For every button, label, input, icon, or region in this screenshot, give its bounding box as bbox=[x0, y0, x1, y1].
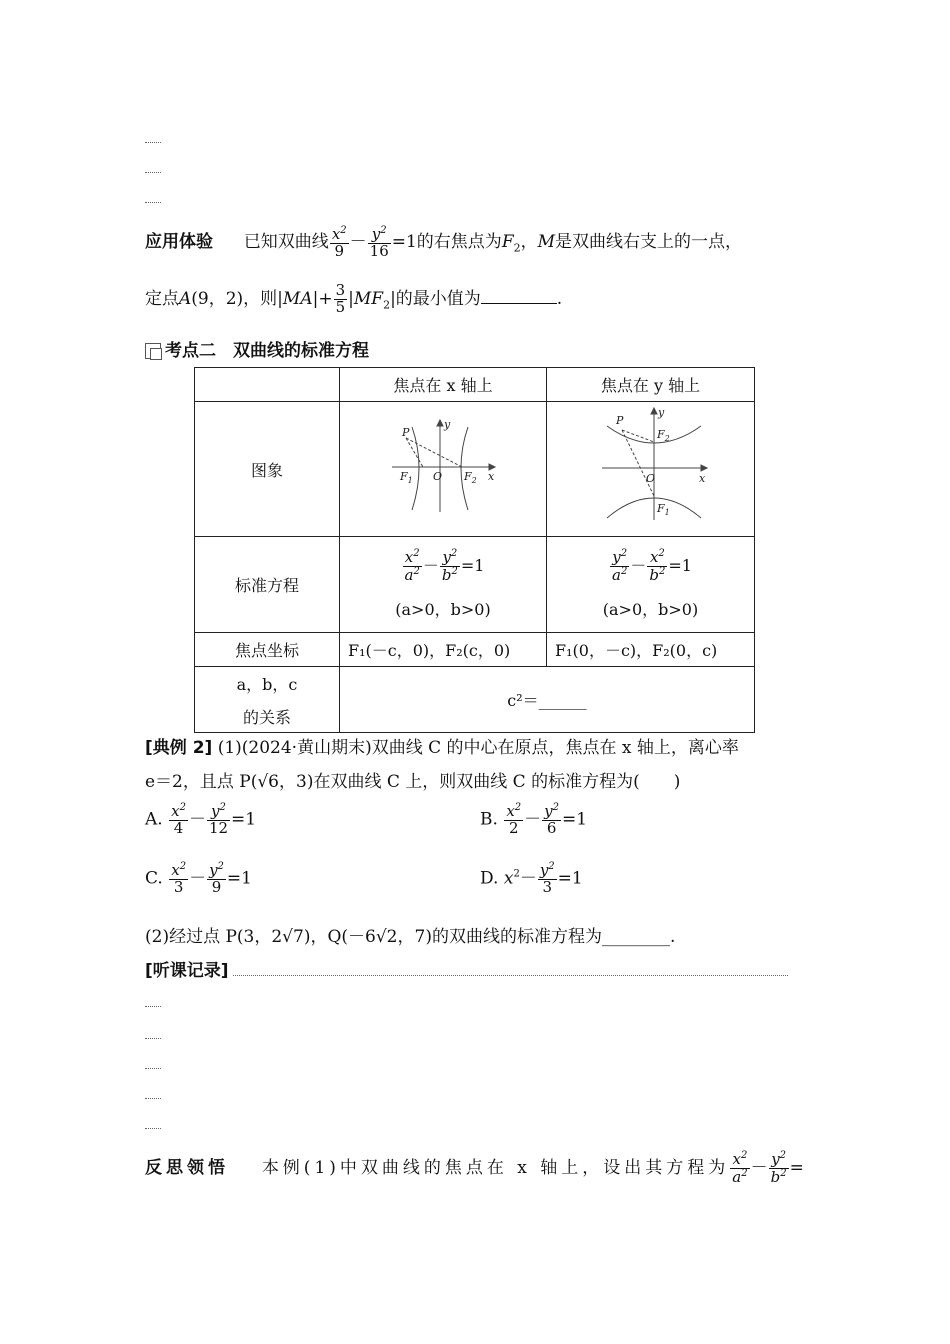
app-text: =1的右焦点为 bbox=[391, 232, 502, 252]
option-c[interactable]: C. $\frac{x^2}{3}$ － $\frac{y^2}{9}$ =1 bbox=[145, 861, 252, 896]
example-label: [典例 2] bbox=[145, 738, 213, 758]
app-experience: 应用体验 已知双曲线 $\frac{x^2}{9}$ － $\frac{y^2}{16}$ =1的右焦点为$F_2$，M是双曲线右支上的一点， bbox=[145, 224, 743, 260]
note-line bbox=[145, 1006, 161, 1008]
svg-text:F2: $F_2$ bbox=[657, 428, 670, 443]
option-a[interactable]: A. $\frac{x^2}{4}$ － $\frac{y^2}{12}$ =1 bbox=[145, 802, 257, 837]
note-line bbox=[145, 142, 161, 144]
note-line bbox=[145, 202, 161, 204]
reflection-label: 反思领悟 bbox=[145, 1158, 229, 1178]
row-label-graph: 图象 bbox=[195, 402, 340, 537]
notes-line[interactable] bbox=[233, 975, 788, 976]
note-line bbox=[145, 1128, 161, 1130]
note-line bbox=[145, 1098, 161, 1100]
note-line bbox=[145, 1068, 161, 1070]
row-label-equation: 标准方程 bbox=[195, 537, 340, 633]
svg-text:x: x bbox=[488, 470, 495, 483]
notes-heading bbox=[145, 956, 229, 981]
answer-blank[interactable] bbox=[481, 302, 557, 304]
svg-text:O: O bbox=[646, 472, 656, 485]
row-label-relation: a，b，c 的关系 bbox=[195, 667, 340, 733]
hyperbola-x-figure bbox=[340, 402, 546, 532]
svg-text:F1: $F_1$ bbox=[657, 502, 670, 517]
equation-x: $\frac{x^2}{a^2}$ － $\frac{y^2}{b^2}$ =1 (a>0，b>0) bbox=[340, 537, 547, 633]
svg-text:y: y bbox=[444, 418, 451, 431]
reflection: 反思领悟 本例(1)中双曲线的焦点在 x 轴上，设出其方程为 $\frac{x^2}{a^2}$ － $\frac{y^2}{b^2}$ = bbox=[145, 1150, 804, 1186]
svg-text:P: P bbox=[402, 426, 410, 439]
header-x-axis: 焦点在 x 轴上 bbox=[340, 368, 547, 402]
fraction: $\frac{y^2}{16}$ bbox=[369, 224, 389, 260]
condition-y: (a>0，b>0) bbox=[602, 600, 699, 620]
fraction: $\frac{3}{5}$ bbox=[335, 281, 346, 316]
example-line1: [典例 2] (1)(2024·黄山期末)双曲线 C 的中心在原点，焦点在 x 轴上，离心率 bbox=[145, 738, 739, 758]
svg-text:x: x bbox=[699, 472, 706, 485]
equation-y: $\frac{y^2}{a^2}$ － $\frac{x^2}{b^2}$ =1 (a>0，b>0) bbox=[547, 537, 755, 633]
relation-cell[interactable]: c²＝______ bbox=[340, 667, 755, 733]
hyperbola-table bbox=[194, 367, 755, 733]
app-text: 已知双曲线 bbox=[243, 232, 329, 252]
svg-text:F1: $F_1$ bbox=[400, 470, 413, 485]
app-experience-line2: 定点A(9，2)，则|MA|+ $\frac{3}{5}$ $|MF_2|$的最小值为 . bbox=[145, 281, 563, 316]
example-part2: (2)经过点 P(3，2√7)，Q(－6√2，7)的双曲线的标准方程为________. bbox=[145, 927, 676, 947]
option-d[interactable]: D. $x^2-$ $\frac{y^2}{3}$ =1 bbox=[480, 861, 583, 896]
hyperbola-y-figure bbox=[547, 402, 754, 532]
graph-x-hyperbola bbox=[340, 402, 547, 537]
note-line bbox=[145, 1038, 161, 1040]
svg-text:O: O bbox=[433, 470, 443, 483]
svg-text:F2: $F_2$ bbox=[464, 470, 477, 485]
header-y-axis: 焦点在 y 轴上 bbox=[547, 368, 755, 402]
svg-text:P: P bbox=[616, 414, 624, 427]
svg-text:y: y bbox=[658, 406, 665, 419]
app-label: 应用体验 bbox=[145, 232, 213, 252]
fraction: $\frac{x^2}{9}$ bbox=[331, 224, 347, 260]
option-b[interactable]: B. $\frac{x^2}{2}$ － $\frac{y^2}{6}$ =1 bbox=[480, 802, 588, 837]
notes-label: [听课记录] bbox=[145, 961, 229, 981]
table-corner bbox=[195, 368, 340, 402]
focus-y: F₁(0，－c)，F₂(0，c) bbox=[547, 633, 755, 667]
condition-x: (a>0，b>0) bbox=[395, 600, 491, 620]
example-line2: e＝2，且点 P(√6，3)在双曲线 C 上，则双曲线 C 的标准方程为( ) bbox=[145, 772, 681, 792]
graph-y-hyperbola bbox=[547, 402, 755, 537]
section-icon bbox=[145, 343, 161, 359]
focus-x: F₁(－c，0)，F₂(c，0) bbox=[340, 633, 547, 667]
row-label-focus: 焦点坐标 bbox=[195, 633, 340, 667]
section-heading bbox=[145, 336, 369, 361]
section-title: 考点二 双曲线的标准方程 bbox=[165, 341, 369, 361]
note-line bbox=[145, 172, 161, 174]
